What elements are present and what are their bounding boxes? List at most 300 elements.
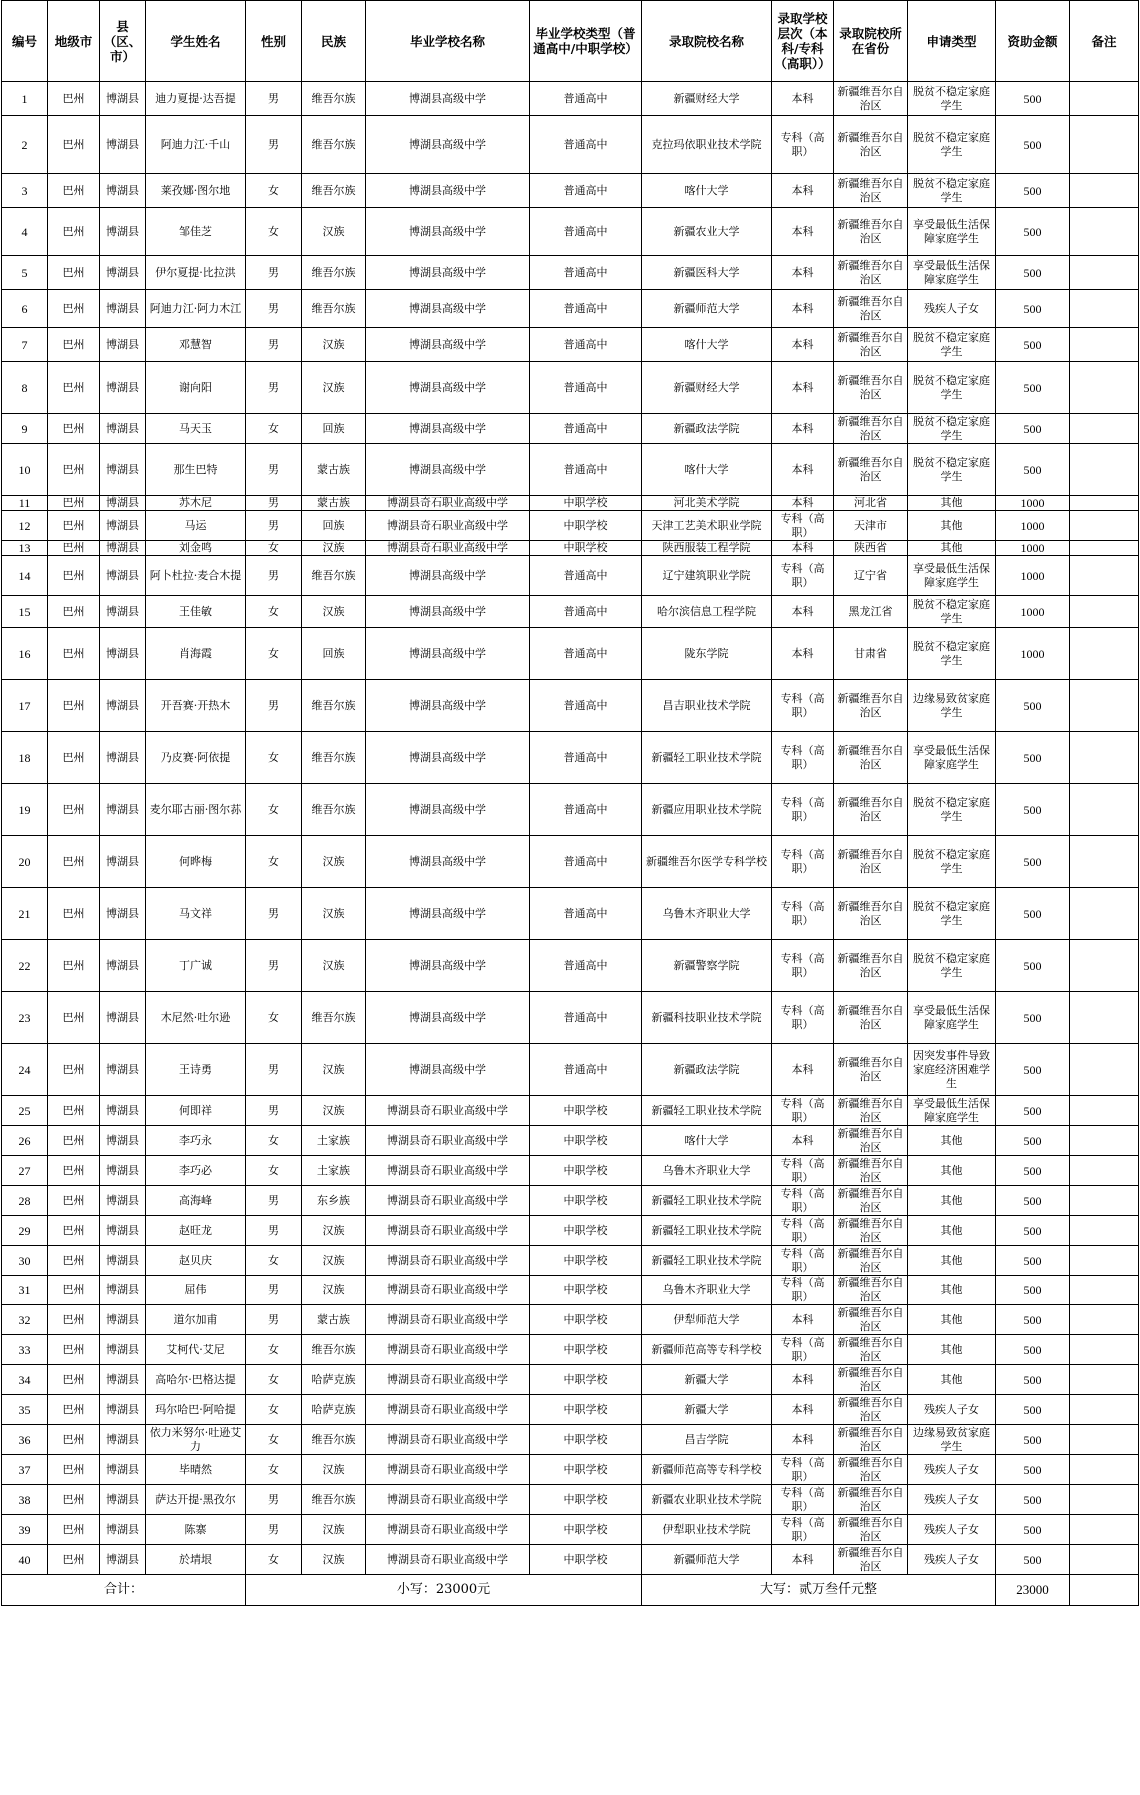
city-cell: 巴州 — [48, 328, 100, 362]
school-type-cell: 中职学校 — [530, 1305, 642, 1335]
school-type-cell: 普通高中 — [530, 732, 642, 784]
gender-cell: 男 — [246, 496, 302, 511]
student-name-cell: 陈寨 — [146, 1515, 246, 1545]
table-row — [2, 541, 1139, 556]
level-cell: 专科（高职） — [772, 1156, 834, 1186]
ethnicity-cell: 汉族 — [302, 596, 366, 628]
county-cell: 博湖县 — [100, 256, 146, 290]
province-cell: 新疆维吾尔自治区 — [834, 992, 908, 1044]
note-cell — [1070, 836, 1139, 888]
amount-cell: 500 — [996, 328, 1070, 362]
table-row — [2, 174, 1139, 208]
ethnicity-cell: 汉族 — [302, 888, 366, 940]
note-cell — [1070, 444, 1139, 496]
row-number: 39 — [2, 1515, 48, 1545]
amount-cell: 1000 — [996, 596, 1070, 628]
ethnicity-cell: 汉族 — [302, 541, 366, 556]
level-cell: 专科（高职） — [772, 1515, 834, 1545]
amount-cell: 500 — [996, 1156, 1070, 1186]
level-cell: 本科 — [772, 82, 834, 116]
college-cell: 新疆轻工职业技术学院 — [642, 1216, 772, 1246]
gender-cell: 女 — [246, 992, 302, 1044]
school-type-cell: 中职学校 — [530, 1126, 642, 1156]
table-row — [2, 680, 1139, 732]
province-cell: 新疆维吾尔自治区 — [834, 208, 908, 256]
application-type-cell: 脱贫不稳定家庭学生 — [908, 328, 996, 362]
amount-cell: 500 — [996, 208, 1070, 256]
school-cell: 博湖县高级中学 — [366, 784, 530, 836]
college-cell: 乌鲁木齐职业大学 — [642, 1276, 772, 1305]
level-cell: 专科（高职） — [772, 1216, 834, 1246]
table-row — [2, 596, 1139, 628]
gender-cell: 男 — [246, 1485, 302, 1515]
ethnicity-cell: 东乡族 — [302, 1186, 366, 1216]
note-cell — [1070, 511, 1139, 541]
student-name-cell: 乃皮赛·阿依提 — [146, 732, 246, 784]
school-type-cell: 普通高中 — [530, 836, 642, 888]
college-cell: 乌鲁木齐职业大学 — [642, 888, 772, 940]
county-cell: 博湖县 — [100, 1216, 146, 1246]
student-name-cell: 刘金鸣 — [146, 541, 246, 556]
school-type-cell: 普通高中 — [530, 362, 642, 414]
row-number: 7 — [2, 328, 48, 362]
note-cell — [1070, 1276, 1139, 1305]
gender-cell: 男 — [246, 1305, 302, 1335]
level-cell: 本科 — [772, 1044, 834, 1096]
row-number: 23 — [2, 992, 48, 1044]
row-number: 15 — [2, 596, 48, 628]
note-cell — [1070, 784, 1139, 836]
student-name-cell: 高海峰 — [146, 1186, 246, 1216]
province-cell: 新疆维吾尔自治区 — [834, 174, 908, 208]
application-type-cell: 残疾人子女 — [908, 1545, 996, 1575]
county-cell: 博湖县 — [100, 680, 146, 732]
amount-cell: 1000 — [996, 628, 1070, 680]
application-type-cell: 其他 — [908, 1216, 996, 1246]
gender-cell: 女 — [246, 1246, 302, 1276]
college-cell: 新疆农业职业技术学院 — [642, 1485, 772, 1515]
row-number: 24 — [2, 1044, 48, 1096]
table-row — [2, 1044, 1139, 1096]
ethnicity-cell: 蒙古族 — [302, 496, 366, 511]
college-cell: 克拉玛依职业技术学院 — [642, 116, 772, 174]
application-type-cell: 脱贫不稳定家庭学生 — [908, 362, 996, 414]
amount-cell: 500 — [996, 1186, 1070, 1216]
county-cell: 博湖县 — [100, 888, 146, 940]
amount-cell: 500 — [996, 82, 1070, 116]
note-cell — [1070, 328, 1139, 362]
row-number: 25 — [2, 1096, 48, 1126]
school-type-cell: 中职学校 — [530, 496, 642, 511]
level-cell: 本科 — [772, 1425, 834, 1455]
table-row — [2, 1335, 1139, 1365]
student-name-cell: 邓慧智 — [146, 328, 246, 362]
school-type-cell: 普通高中 — [530, 208, 642, 256]
school-type-cell: 普通高中 — [530, 784, 642, 836]
level-cell: 专科（高职） — [772, 732, 834, 784]
county-cell: 博湖县 — [100, 628, 146, 680]
table-row — [2, 732, 1139, 784]
province-cell: 新疆维吾尔自治区 — [834, 1096, 908, 1126]
application-type-cell: 残疾人子女 — [908, 290, 996, 328]
college-cell: 新疆大学 — [642, 1395, 772, 1425]
city-cell: 巴州 — [48, 1515, 100, 1545]
table-row — [2, 1305, 1139, 1335]
ethnicity-cell: 维吾尔族 — [302, 1425, 366, 1455]
application-type-cell: 脱贫不稳定家庭学生 — [908, 444, 996, 496]
application-type-cell: 其他 — [908, 511, 996, 541]
amount-cell: 500 — [996, 444, 1070, 496]
table-row — [2, 1485, 1139, 1515]
note-cell — [1070, 940, 1139, 992]
student-name-cell: 伊尔夏提·比拉洪 — [146, 256, 246, 290]
gender-cell: 男 — [246, 888, 302, 940]
application-type-cell: 脱贫不稳定家庭学生 — [908, 596, 996, 628]
county-cell: 博湖县 — [100, 836, 146, 888]
application-type-cell: 其他 — [908, 1276, 996, 1305]
college-cell: 新疆财经大学 — [642, 82, 772, 116]
province-cell: 新疆维吾尔自治区 — [834, 1246, 908, 1276]
row-number: 33 — [2, 1335, 48, 1365]
city-cell: 巴州 — [48, 940, 100, 992]
ethnicity-cell: 汉族 — [302, 940, 366, 992]
school-cell: 博湖县奇石职业高级中学 — [366, 496, 530, 511]
note-cell — [1070, 680, 1139, 732]
school-type-cell: 普通高中 — [530, 940, 642, 992]
level-cell: 专科（高职） — [772, 836, 834, 888]
amount-cell: 500 — [996, 784, 1070, 836]
application-type-cell: 其他 — [908, 1305, 996, 1335]
college-cell: 新疆师范大学 — [642, 290, 772, 328]
note-cell — [1070, 1044, 1139, 1096]
student-name-cell: 萨达开提·黑孜尔 — [146, 1485, 246, 1515]
school-type-cell: 普通高中 — [530, 328, 642, 362]
province-cell: 新疆维吾尔自治区 — [834, 1044, 908, 1096]
application-type-cell: 因突发事件导致家庭经济困难学生 — [908, 1044, 996, 1096]
school-cell: 博湖县奇石职业高级中学 — [366, 1276, 530, 1305]
province-cell: 新疆维吾尔自治区 — [834, 1216, 908, 1246]
table-row — [2, 1246, 1139, 1276]
college-cell: 新疆科技职业技术学院 — [642, 992, 772, 1044]
ethnicity-cell: 维吾尔族 — [302, 784, 366, 836]
student-name-cell: 那生巴特 — [146, 444, 246, 496]
college-cell: 昌吉学院 — [642, 1425, 772, 1455]
province-cell: 新疆维吾尔自治区 — [834, 290, 908, 328]
amount-cell: 500 — [996, 1365, 1070, 1395]
student-name-cell: 毕晴然 — [146, 1455, 246, 1485]
ethnicity-cell: 维吾尔族 — [302, 174, 366, 208]
school-cell: 博湖县奇石职业高级中学 — [366, 1515, 530, 1545]
student-name-cell: 玛尔哈巴·阿哈提 — [146, 1395, 246, 1425]
college-cell: 喀什大学 — [642, 174, 772, 208]
note-cell — [1070, 628, 1139, 680]
ethnicity-cell: 蒙古族 — [302, 1305, 366, 1335]
college-cell: 新疆师范高等专科学校 — [642, 1455, 772, 1485]
table-row — [2, 992, 1139, 1044]
school-cell: 博湖县奇石职业高级中学 — [366, 1365, 530, 1395]
school-type-cell: 中职学校 — [530, 1425, 642, 1455]
county-cell: 博湖县 — [100, 1096, 146, 1126]
ethnicity-cell: 回族 — [302, 511, 366, 541]
province-cell: 新疆维吾尔自治区 — [834, 1425, 908, 1455]
total-amount: 23000 — [996, 1575, 1070, 1606]
school-type-cell: 中职学校 — [530, 1156, 642, 1186]
province-cell: 新疆维吾尔自治区 — [834, 940, 908, 992]
student-name-cell: 莱孜娜·图尔地 — [146, 174, 246, 208]
county-cell: 博湖县 — [100, 414, 146, 444]
application-type-cell: 其他 — [908, 1156, 996, 1186]
county-cell: 博湖县 — [100, 556, 146, 596]
note-cell — [1070, 1246, 1139, 1276]
gender-cell: 男 — [246, 444, 302, 496]
table-row — [2, 1156, 1139, 1186]
amount-cell: 500 — [996, 1455, 1070, 1485]
student-name-cell: 迪力夏提·达吾提 — [146, 82, 246, 116]
application-type-cell: 脱贫不稳定家庭学生 — [908, 628, 996, 680]
student-name-cell: 马文祥 — [146, 888, 246, 940]
student-name-cell: 屈伟 — [146, 1276, 246, 1305]
school-type-cell: 普通高中 — [530, 414, 642, 444]
table-row — [2, 511, 1139, 541]
application-type-cell: 脱贫不稳定家庭学生 — [908, 414, 996, 444]
city-cell: 巴州 — [48, 992, 100, 1044]
county-cell: 博湖县 — [100, 290, 146, 328]
school-type-cell: 普通高中 — [530, 82, 642, 116]
note-cell — [1070, 174, 1139, 208]
amount-cell: 500 — [996, 888, 1070, 940]
school-cell: 博湖县奇石职业高级中学 — [366, 1485, 530, 1515]
application-type-cell: 脱贫不稳定家庭学生 — [908, 116, 996, 174]
county-cell: 博湖县 — [100, 1246, 146, 1276]
city-cell: 巴州 — [48, 680, 100, 732]
school-cell: 博湖县高级中学 — [366, 888, 530, 940]
header-gender: 性别 — [246, 1, 302, 82]
county-cell: 博湖县 — [100, 82, 146, 116]
school-type-cell: 中职学校 — [530, 1545, 642, 1575]
amount-cell: 500 — [996, 1044, 1070, 1096]
province-cell: 新疆维吾尔自治区 — [834, 680, 908, 732]
table-row — [2, 1216, 1139, 1246]
student-name-cell: 马天玉 — [146, 414, 246, 444]
row-number: 35 — [2, 1395, 48, 1425]
amount-cell: 500 — [996, 1335, 1070, 1365]
school-type-cell: 普通高中 — [530, 680, 642, 732]
student-name-cell: 阿迪力江·阿力木江 — [146, 290, 246, 328]
student-name-cell: 马运 — [146, 511, 246, 541]
county-cell: 博湖县 — [100, 1305, 146, 1335]
student-name-cell: 依力米努尔·吐逊艾力 — [146, 1425, 246, 1455]
school-cell: 博湖县高级中学 — [366, 680, 530, 732]
school-cell: 博湖县高级中学 — [366, 992, 530, 1044]
city-cell: 巴州 — [48, 1186, 100, 1216]
school-cell: 博湖县高级中学 — [366, 362, 530, 414]
note-cell — [1070, 116, 1139, 174]
county-cell: 博湖县 — [100, 362, 146, 414]
city-cell: 巴州 — [48, 1044, 100, 1096]
total-note — [1070, 1575, 1139, 1606]
school-cell: 博湖县高级中学 — [366, 256, 530, 290]
ethnicity-cell: 汉族 — [302, 1515, 366, 1545]
school-type-cell: 中职学校 — [530, 1395, 642, 1425]
row-number: 16 — [2, 628, 48, 680]
city-cell: 巴州 — [48, 541, 100, 556]
row-number: 36 — [2, 1425, 48, 1455]
school-type-cell: 普通高中 — [530, 1044, 642, 1096]
application-type-cell: 其他 — [908, 496, 996, 511]
ethnicity-cell: 汉族 — [302, 1545, 366, 1575]
city-cell: 巴州 — [48, 628, 100, 680]
school-type-cell: 中职学校 — [530, 1216, 642, 1246]
college-cell: 辽宁建筑职业学院 — [642, 556, 772, 596]
city-cell: 巴州 — [48, 511, 100, 541]
level-cell: 本科 — [772, 541, 834, 556]
province-cell: 新疆维吾尔自治区 — [834, 1545, 908, 1575]
note-cell — [1070, 82, 1139, 116]
province-cell: 新疆维吾尔自治区 — [834, 82, 908, 116]
row-number: 32 — [2, 1305, 48, 1335]
ethnicity-cell: 土家族 — [302, 1126, 366, 1156]
table-row — [2, 836, 1139, 888]
student-name-cell: 何即祥 — [146, 1096, 246, 1126]
amount-cell: 500 — [996, 940, 1070, 992]
college-cell: 伊犁师范大学 — [642, 1305, 772, 1335]
level-cell: 专科（高职） — [772, 1186, 834, 1216]
table-row — [2, 888, 1139, 940]
application-type-cell: 其他 — [908, 1335, 996, 1365]
application-type-cell: 享受最低生活保障家庭学生 — [908, 256, 996, 290]
amount-cell: 500 — [996, 1515, 1070, 1545]
table-row — [2, 290, 1139, 328]
school-cell: 博湖县高级中学 — [366, 290, 530, 328]
school-type-cell: 普通高中 — [530, 256, 642, 290]
application-type-cell: 残疾人子女 — [908, 1395, 996, 1425]
level-cell: 本科 — [772, 1305, 834, 1335]
college-cell: 新疆大学 — [642, 1365, 772, 1395]
row-number: 9 — [2, 414, 48, 444]
header-row — [2, 1, 1139, 82]
row-number: 28 — [2, 1186, 48, 1216]
county-cell: 博湖县 — [100, 1126, 146, 1156]
school-cell: 博湖县奇石职业高级中学 — [366, 1455, 530, 1485]
province-cell: 新疆维吾尔自治区 — [834, 1126, 908, 1156]
row-number: 8 — [2, 362, 48, 414]
total-row — [2, 1575, 1139, 1606]
city-cell: 巴州 — [48, 174, 100, 208]
county-cell: 博湖县 — [100, 1044, 146, 1096]
level-cell: 本科 — [772, 1395, 834, 1425]
county-cell: 博湖县 — [100, 1515, 146, 1545]
gender-cell: 男 — [246, 940, 302, 992]
province-cell: 新疆维吾尔自治区 — [834, 1276, 908, 1305]
ethnicity-cell: 汉族 — [302, 362, 366, 414]
city-cell: 巴州 — [48, 1335, 100, 1365]
header-application-type: 申请类型 — [908, 1, 996, 82]
college-cell: 新疆轻工职业技术学院 — [642, 1186, 772, 1216]
level-cell: 专科（高职） — [772, 784, 834, 836]
city-cell: 巴州 — [48, 1216, 100, 1246]
note-cell — [1070, 256, 1139, 290]
county-cell: 博湖县 — [100, 596, 146, 628]
school-type-cell: 中职学校 — [530, 1455, 642, 1485]
gender-cell: 女 — [246, 596, 302, 628]
county-cell: 博湖县 — [100, 732, 146, 784]
ethnicity-cell: 维吾尔族 — [302, 256, 366, 290]
city-cell: 巴州 — [48, 1096, 100, 1126]
level-cell: 专科（高职） — [772, 888, 834, 940]
gender-cell: 男 — [246, 556, 302, 596]
school-cell: 博湖县奇石职业高级中学 — [366, 1156, 530, 1186]
school-cell: 博湖县奇石职业高级中学 — [366, 1186, 530, 1216]
row-number: 34 — [2, 1365, 48, 1395]
level-cell: 本科 — [772, 1126, 834, 1156]
application-type-cell: 其他 — [908, 1126, 996, 1156]
gender-cell: 女 — [246, 784, 302, 836]
province-cell: 新疆维吾尔自治区 — [834, 1455, 908, 1485]
county-cell: 博湖县 — [100, 1156, 146, 1186]
college-cell: 天津工艺美术职业学院 — [642, 511, 772, 541]
ethnicity-cell: 土家族 — [302, 1156, 366, 1186]
total-uppercase: 大写：贰万叁仟元整 — [642, 1575, 996, 1606]
gender-cell: 男 — [246, 290, 302, 328]
school-type-cell: 普通高中 — [530, 992, 642, 1044]
school-cell: 博湖县奇石职业高级中学 — [366, 1126, 530, 1156]
county-cell: 博湖县 — [100, 1455, 146, 1485]
application-type-cell: 享受最低生活保障家庭学生 — [908, 556, 996, 596]
province-cell: 新疆维吾尔自治区 — [834, 1395, 908, 1425]
note-cell — [1070, 1515, 1139, 1545]
gender-cell: 男 — [246, 680, 302, 732]
application-type-cell: 享受最低生活保障家庭学生 — [908, 208, 996, 256]
college-cell: 河北美术学院 — [642, 496, 772, 511]
school-cell: 博湖县高级中学 — [366, 940, 530, 992]
note-cell — [1070, 1545, 1139, 1575]
ethnicity-cell: 维吾尔族 — [302, 290, 366, 328]
row-number: 18 — [2, 732, 48, 784]
city-cell: 巴州 — [48, 362, 100, 414]
city-cell: 巴州 — [48, 784, 100, 836]
city-cell: 巴州 — [48, 1365, 100, 1395]
application-type-cell: 脱贫不稳定家庭学生 — [908, 82, 996, 116]
school-type-cell: 中职学校 — [530, 511, 642, 541]
college-cell: 新疆师范大学 — [642, 1545, 772, 1575]
amount-cell: 500 — [996, 836, 1070, 888]
college-cell: 新疆师范高等专科学校 — [642, 1335, 772, 1365]
table-row — [2, 1365, 1139, 1395]
county-cell: 博湖县 — [100, 444, 146, 496]
school-cell: 博湖县奇石职业高级中学 — [366, 1425, 530, 1455]
school-cell: 博湖县高级中学 — [366, 444, 530, 496]
application-type-cell: 其他 — [908, 541, 996, 556]
note-cell — [1070, 1335, 1139, 1365]
school-cell: 博湖县奇石职业高级中学 — [366, 1216, 530, 1246]
province-cell: 新疆维吾尔自治区 — [834, 444, 908, 496]
application-type-cell: 脱贫不稳定家庭学生 — [908, 174, 996, 208]
row-number: 21 — [2, 888, 48, 940]
amount-cell: 500 — [996, 1545, 1070, 1575]
gender-cell: 女 — [246, 1395, 302, 1425]
city-cell: 巴州 — [48, 596, 100, 628]
school-cell: 博湖县奇石职业高级中学 — [366, 511, 530, 541]
ethnicity-cell: 回族 — [302, 628, 366, 680]
ethnicity-cell: 汉族 — [302, 1276, 366, 1305]
county-cell: 博湖县 — [100, 784, 146, 836]
level-cell: 专科（高职） — [772, 992, 834, 1044]
school-cell: 博湖县高级中学 — [366, 1044, 530, 1096]
student-name-cell: 赵旺龙 — [146, 1216, 246, 1246]
county-cell: 博湖县 — [100, 496, 146, 511]
header-number: 编号 — [2, 1, 48, 82]
county-cell: 博湖县 — [100, 940, 146, 992]
